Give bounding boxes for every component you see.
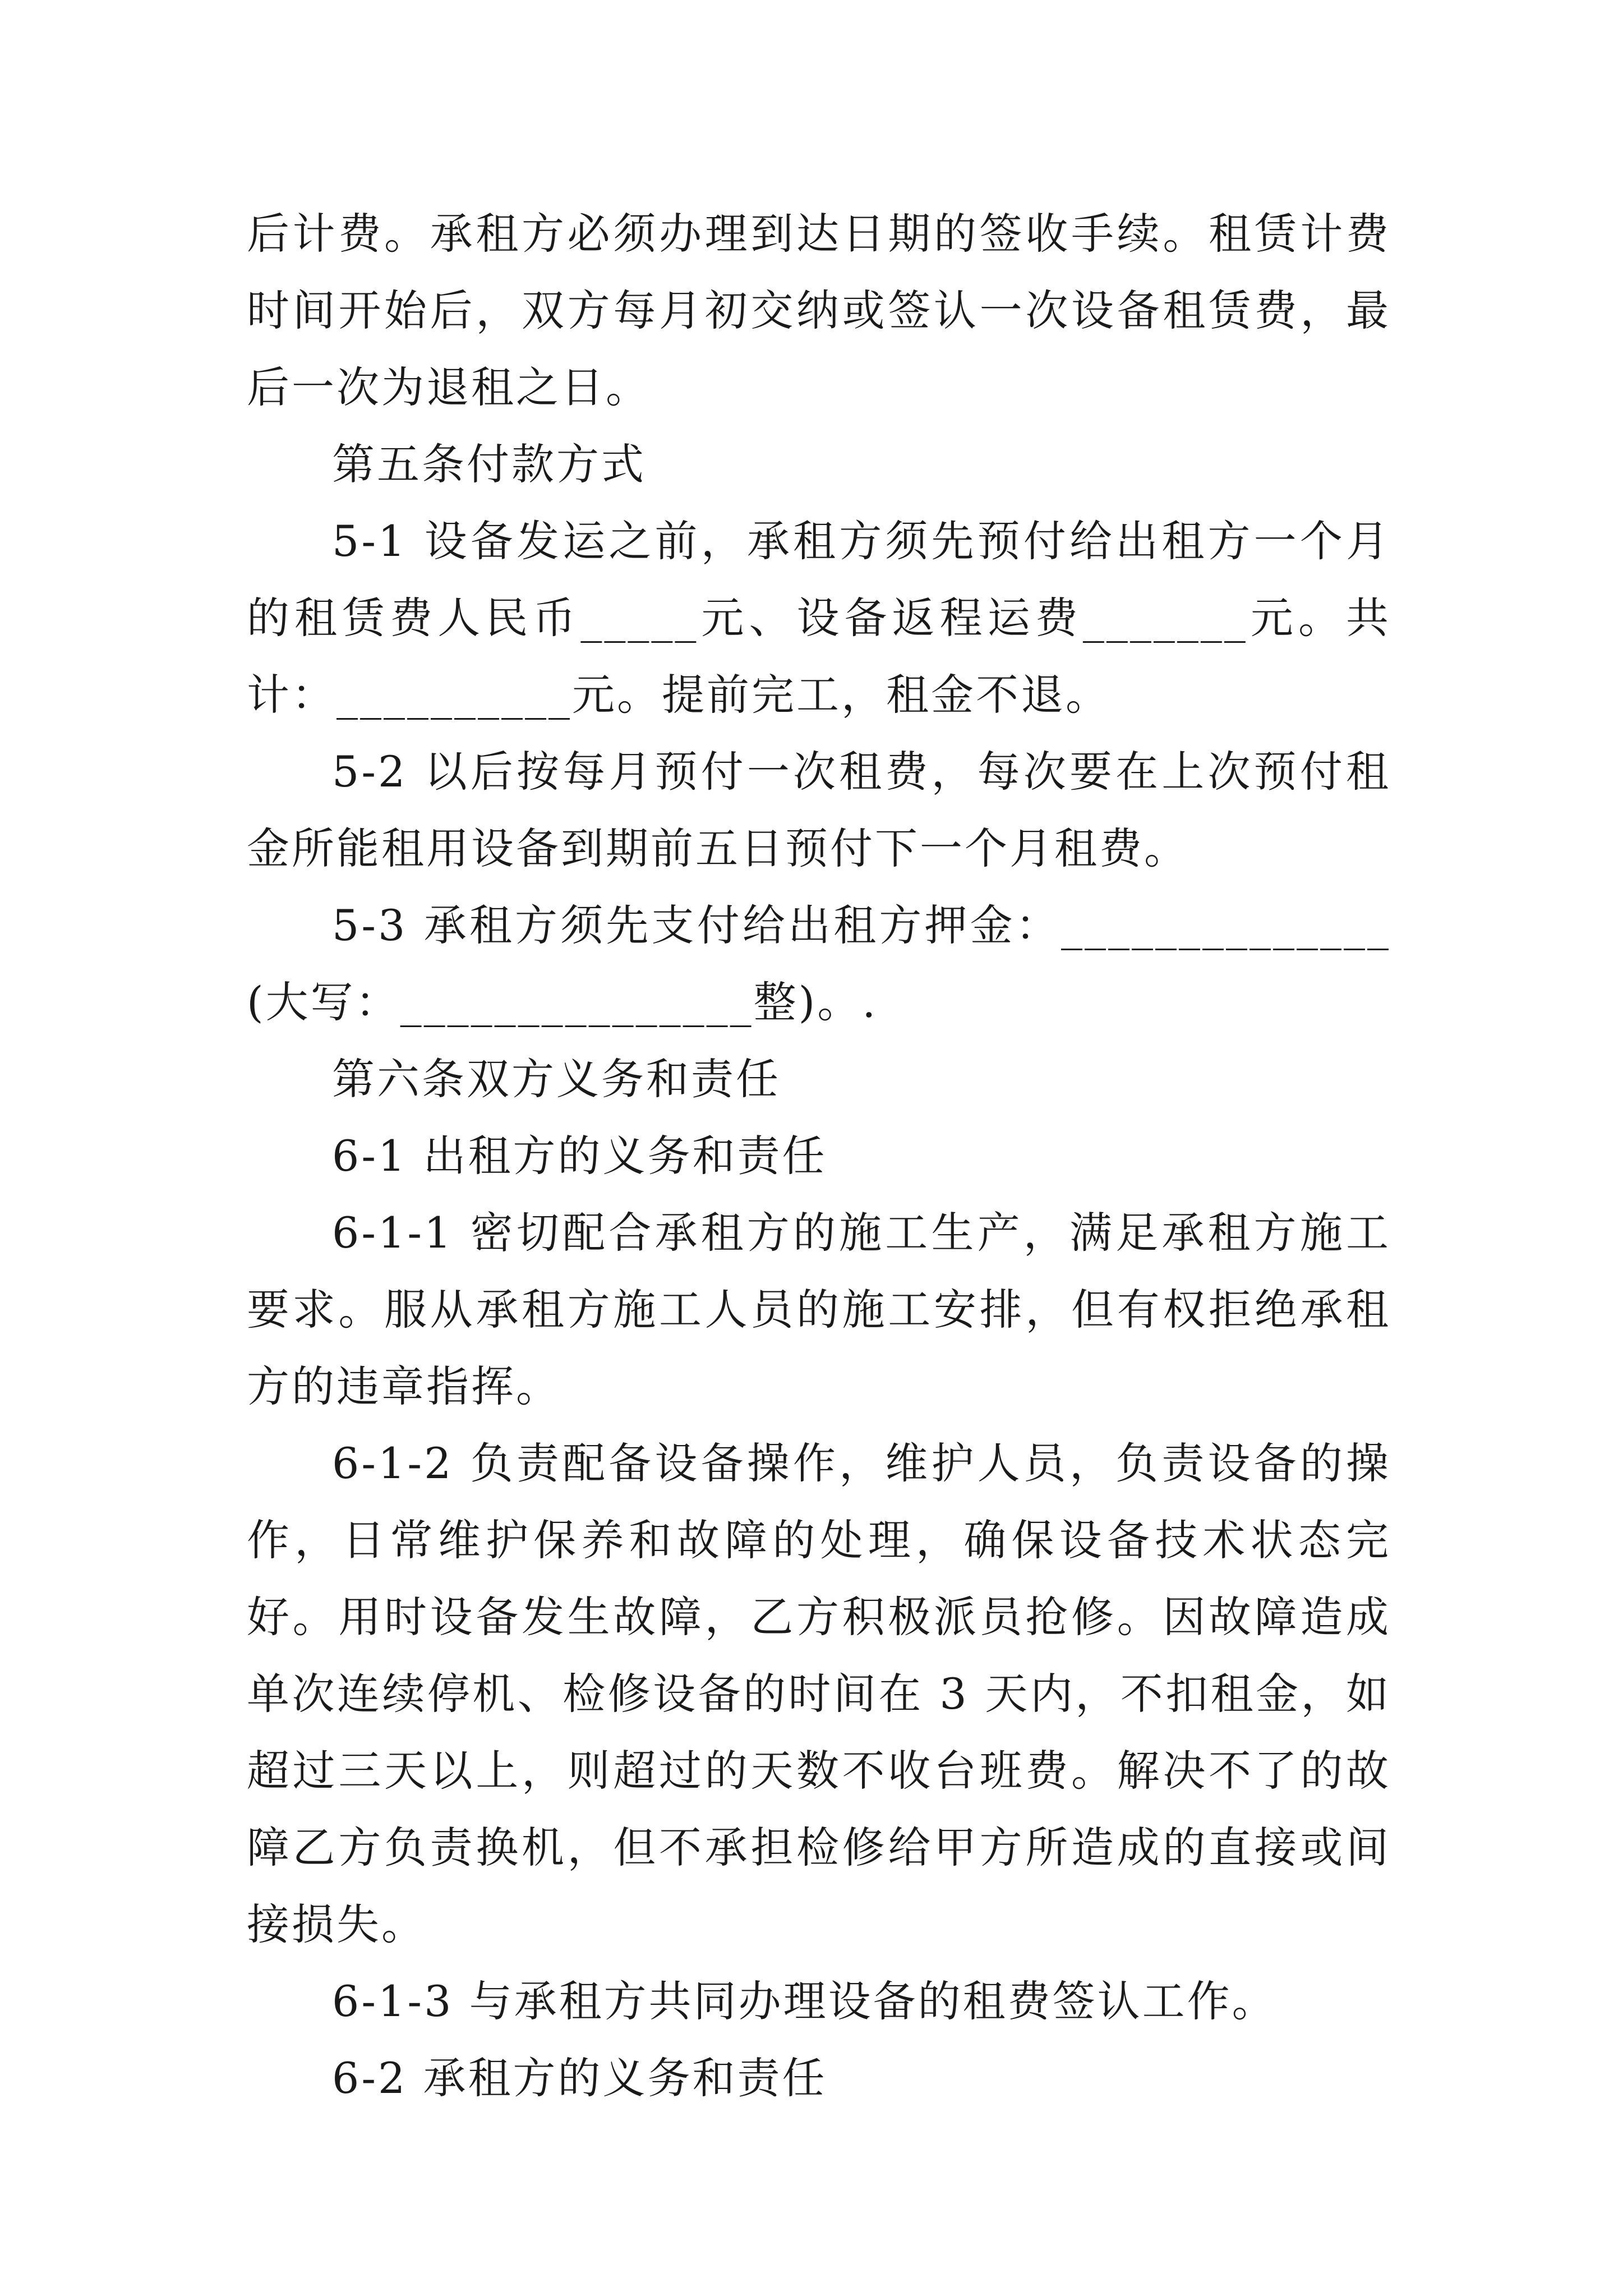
section-heading-5: 第五条付款方式 (332, 439, 646, 489)
clause-6-1-2: 6-1-2 负责配备设备操作，维护人员，负责设备的操作，日常维护保养和故障的处理，确保设备技术状态完好。用时设备发生故障，乙方积极派员抢修。因故障造成单次连续停机、检修设备的时间在 3 天内，不扣租金，如超过三天以上，则超过的天数不收台班费。解决不了的故障乙方负责换机，但不承担检修给甲方所造成的直接或间接损失。 (247, 1438, 1391, 1949)
clause-5-1: 5-1 设备发运之前，承租方须先预付给出租方一个月的租赁费人民币_____元、设备返程运费_______元。共计：__________元。提前完工，租金不退。 (247, 516, 1391, 720)
clause-6-2: 6-2 承租方的义务和责任 (332, 2053, 827, 2103)
document-body (247, 195, 1391, 2116)
clause-5-2: 5-2 以后按每月预付一次租费，每次要在上次预付租金所能租用设备到期前五日预付下一个月租费。 (247, 747, 1391, 873)
clause-5-3: 5-3 承租方须先支付给出租方押金：______________(大写：_______________整)。. (247, 900, 1391, 1027)
paragraph-continuation: 后计费。承租方必须办理到达日期的签收手续。租赁计费时间开始后，双方每月初交纳或签认一次设备租赁费，最后一次为退租之日。 (247, 209, 1391, 412)
section-heading-6: 第六条双方义务和责任 (332, 1054, 781, 1104)
clause-6-1-3: 6-1-3 与承租方共同办理设备的租费签认工作。 (332, 1976, 1277, 2026)
clause-6-1: 6-1 出租方的义务和责任 (332, 1131, 827, 1181)
clause-6-1-1: 6-1-1 密切配合承租方的施工生产，满足承租方施工要求。服从承租方施工人员的施工安排，但有权拒绝承租方的违章指挥。 (247, 1208, 1391, 1411)
